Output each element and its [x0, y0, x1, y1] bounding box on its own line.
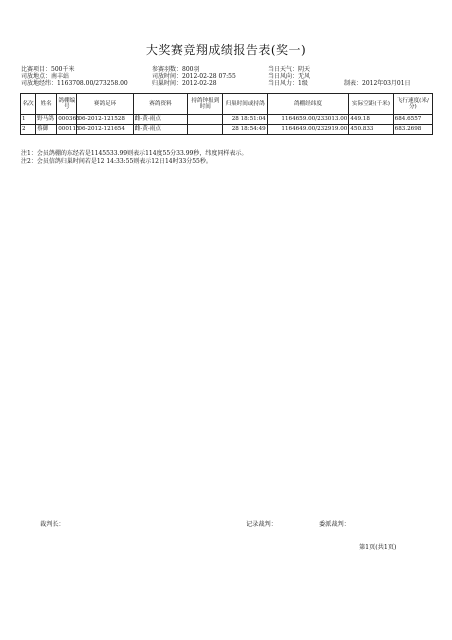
meta-wind-force: 当日风力：1级 [268, 80, 308, 87]
meta-coords: 司放地经纬：1163708.00/273258.00 [21, 80, 128, 87]
meta-wind-dir: 当日风向：无风 [268, 73, 311, 80]
cell-name: 蔡御 [36, 125, 57, 135]
cell-clock-time [188, 125, 223, 135]
note-1: 注1：会员鸽棚的东经若是1145533.99则表示114度55分33.99秒，纬度同样表示。 [21, 150, 248, 157]
results-table [20, 93, 433, 135]
footer-judge: 裁判长： [40, 521, 65, 528]
header-name: 姓名 [36, 94, 57, 115]
header-distance: 实际空距(千米) [349, 94, 393, 115]
cell-loft-coords: 1164649.00/232919.00 [267, 125, 349, 135]
meta-time: 司放时间：2012-02-28 07:55 [152, 73, 236, 80]
header-loft-coords: 鸽棚经纬度 [267, 94, 349, 115]
meta-made: 制表：2012年03月01日 [344, 80, 411, 87]
header-row [21, 94, 433, 115]
note-2: 注2：会员信鸽归巢时间若是12 14:33:55则表示12日14时33分55秒。 [21, 157, 212, 165]
footer-page-number: 第1页(共1页) [359, 544, 397, 551]
header-loft-id: 鸽棚编号 [57, 94, 77, 115]
cell-ring: 06-2012-121654 [77, 125, 133, 135]
cell-loft-coords: 1164659.00/233013.00 [267, 115, 349, 125]
cell-rank: 2 [21, 125, 36, 135]
footer-recorder: 记录裁判： [246, 521, 277, 528]
header-clock-time: 持鸽钟报到时间 [188, 94, 223, 115]
cell-rank: 1 [21, 115, 36, 125]
cell-pigeon-info: 雌-黄-雨点 [133, 115, 187, 125]
header-rank: 名次 [21, 94, 36, 115]
cell-clock-time [188, 115, 223, 125]
report-title: 大奖赛竞翔成绩报告表(奖一) [145, 43, 307, 57]
header-return-time: 归巢时间或持鸽 [223, 94, 267, 115]
cell-distance: 450.833 [349, 125, 393, 135]
cell-speed: 683.2698 [393, 125, 432, 135]
header-ring: 赛鸽足环 [77, 94, 133, 115]
meta-site: 司放地点：南丰站 [21, 73, 70, 80]
cell-return-time: 28 18:51:04 [223, 115, 267, 125]
meta-return-time: 归巢时间：2012-02-28 [152, 80, 217, 87]
cell-loft-id: 000365 [57, 115, 77, 125]
header-speed: 飞行速度(米/分) [393, 94, 432, 115]
table-row [21, 125, 433, 135]
footer-delegate: 委派裁判： [319, 521, 350, 528]
meta-count: 参赛羽数：800羽 [152, 66, 200, 73]
cell-ring: 06-2012-121528 [77, 115, 133, 125]
notes [21, 150, 247, 165]
cell-loft-id: 000115 [57, 125, 77, 135]
table-row [21, 115, 433, 125]
header-pigeon-info: 赛鸽资料 [133, 94, 187, 115]
meta-project: 比赛项目：500千米 [21, 66, 75, 73]
cell-pigeon-info: 雌-黄-雨点 [133, 125, 187, 135]
cell-return-time: 28 18:54:49 [223, 125, 267, 135]
meta-weather: 当日天气：阴天 [268, 66, 311, 73]
cell-name: 野马鸽 [36, 115, 57, 125]
cell-speed: 684.6557 [393, 115, 432, 125]
cell-distance: 449.18 [349, 115, 393, 125]
